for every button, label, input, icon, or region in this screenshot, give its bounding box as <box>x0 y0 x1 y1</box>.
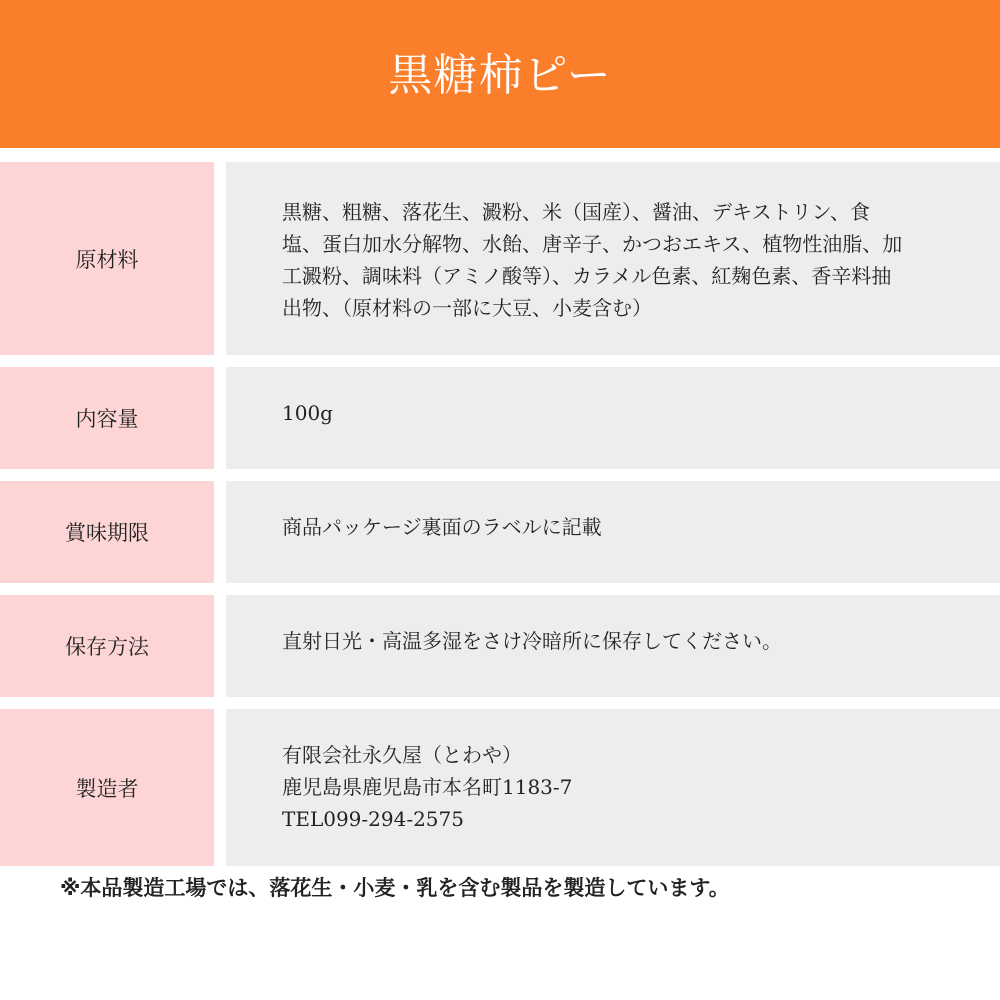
ingredients-line: 塩、蛋白加水分解物、水飴、唐辛子、かつおエキス、植物性油脂、加 <box>282 232 903 256</box>
content-volume-label: 内容量 <box>0 367 214 469</box>
best-before-value <box>226 481 1000 583</box>
table-row-content-volume <box>0 367 1000 469</box>
page-title: 黒糖柿ピー <box>388 50 612 101</box>
ingredients-value <box>226 162 1000 355</box>
storage-value <box>226 595 1000 697</box>
manufacturer-name: 有限会社永久屋（とわや） <box>282 743 522 767</box>
best-before-line: 商品パッケージ裏面のラベルに記載 <box>282 515 602 539</box>
storage-line: 直射日光・高温多湿をさけ冷暗所に保存してください。 <box>282 629 782 653</box>
ingredients-line: 黒糖、粗糖、落花生、澱粉、米（国産）、醤油、デキストリン、食 <box>282 200 870 224</box>
manufacturer-value <box>226 709 1000 866</box>
manufacturer-phone: TEL099-294-2575 <box>282 807 464 831</box>
manufacturer-address: 鹿児島県鹿児島市本名町1183-7 <box>282 775 573 799</box>
table-row-storage <box>0 595 1000 697</box>
product-info-table <box>0 162 1000 878</box>
ingredients-line: 出物、（原材料の一部に大豆、小麦含む） <box>282 296 652 320</box>
content-volume-line: 100g <box>282 401 333 425</box>
storage-label: 保存方法 <box>0 595 214 697</box>
content-volume-value <box>226 367 1000 469</box>
ingredients-line: 工澱粉、調味料（アミノ酸等）、カラメル色素、紅麹色素、香辛料抽 <box>282 264 892 288</box>
best-before-label: 賞味期限 <box>0 481 214 583</box>
manufacturer-label: 製造者 <box>0 709 214 866</box>
allergen-footnote: ※本品製造工場では、落花生・小麦・乳を含む製品を製造しています。 <box>60 876 730 900</box>
table-row-best-before <box>0 481 1000 583</box>
ingredients-label: 原材料 <box>0 162 214 355</box>
header-banner <box>0 0 1000 148</box>
table-row-manufacturer <box>0 709 1000 866</box>
table-row-ingredients <box>0 162 1000 355</box>
